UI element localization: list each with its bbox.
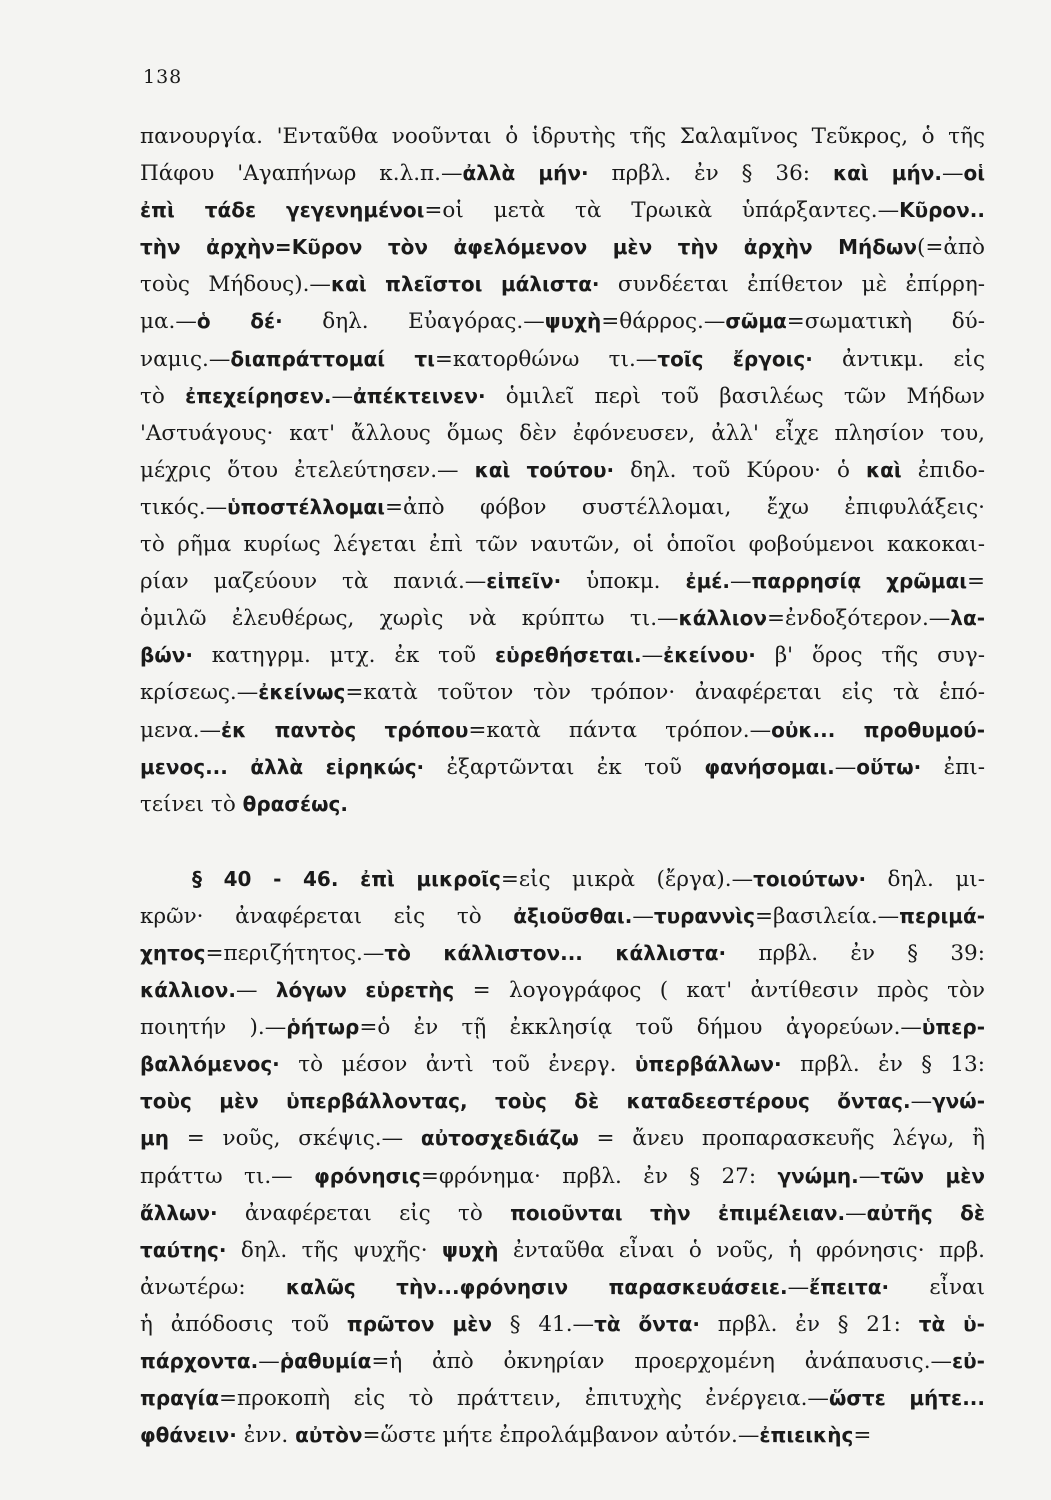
paragraph-2 [140, 861, 985, 1455]
bold-term: οὕτω· [856, 754, 922, 779]
bold-term: καὶ μήν. [832, 161, 942, 186]
text-run: πράττω τι.— [140, 1163, 315, 1189]
paragraph-1 [140, 118, 985, 823]
text-line [140, 303, 985, 340]
bold-term: γνώμη. [777, 1163, 859, 1188]
text-run: κατηγρμ. μτχ. ἐκ τοῦ [192, 643, 495, 669]
text-line [140, 229, 985, 266]
text-run: ἀνωτέρω: [140, 1274, 286, 1300]
text-line [140, 1009, 985, 1046]
bold-term: φανήσομαι. [704, 754, 835, 779]
bold-term: βαλλόμενος· [140, 1052, 280, 1077]
bold-term: τὰ ὄντα· [594, 1311, 700, 1336]
bold-term: ἀξιοῦσθαι. [513, 903, 633, 928]
bold-term: τοῖς ἔργοις· [657, 346, 813, 371]
text-run: =περιζήτητος.— [205, 940, 385, 966]
bold-term: εὐ- [952, 1349, 985, 1373]
text-run: =ὥστε μήτε ἐπρολάμβανον αὐτόν.— [362, 1423, 760, 1449]
text-run: τὸ μέσον ἀντὶ τοῦ ἐνεργ. [279, 1052, 635, 1078]
text-run: τοὺς Μήδους).— [140, 272, 331, 298]
bold-term: ἔπειτα· [809, 1274, 890, 1299]
text-run: Πάφου 'Αγαπήνωρ κ.λ.π.— [140, 161, 463, 187]
text-run: μα.— [140, 309, 197, 335]
bold-term: βών· [140, 643, 193, 668]
commentary-text [140, 118, 985, 1454]
text-line [140, 935, 985, 972]
text-run: πρβλ. ἐν § 21: [699, 1311, 919, 1337]
bold-term: ἐμέ. [685, 569, 731, 594]
bold-term: ὥστε μήτε... [828, 1386, 985, 1411]
bold-term: ῥήτωρ [286, 1015, 360, 1040]
text-run: β' ὅρος τῆς συγ- [755, 643, 985, 669]
text-line [140, 674, 985, 711]
bold-term: ἐπὶ τάδε γεγενημένοι [140, 198, 425, 223]
bold-term: ῥαθυμία [279, 1349, 372, 1373]
text-run: — [834, 754, 857, 780]
text-run: ρίαν μαζεύουν τὰ πανιά.— [140, 569, 487, 595]
text-run: πρβλ. ἐν § 36: [588, 161, 833, 187]
text-run: = [853, 1423, 872, 1449]
bold-term: αὐτῆς δὲ [866, 1200, 985, 1225]
bold-term: χητος [140, 940, 206, 965]
text-run: πανουργία. 'Ενταῦθα νοοῦνται ὁ ἱδρυτὴς τῆς Σαλαμῖνος Τεῦκρος, ὁ τῆς [140, 124, 985, 149]
bold-term: καὶ [865, 457, 902, 482]
bold-term: τοιούτων· [753, 866, 867, 891]
text-run: =εἰς μικρὰ (ἔργα).— [500, 866, 754, 892]
text-run: =θάρρος.— [601, 309, 726, 335]
bold-term: Κῦρον.. [899, 198, 985, 223]
bold-term: σῶμα [725, 309, 787, 334]
bold-term: ψυχὴ [544, 309, 602, 334]
text-run: κρῶν· ἀναφέρεται εἰς τὸ [140, 903, 514, 929]
text-line [140, 266, 985, 303]
text-line [140, 192, 985, 229]
page-number: 138 [143, 66, 183, 88]
text-line [140, 898, 985, 935]
text-line [140, 341, 985, 378]
text-run: — [787, 1274, 810, 1300]
text-run: ὁμιλῶ ἐλευθέρως, χωρὶς νὰ κρύπτω τι.— [140, 606, 679, 632]
paragraph-gap [140, 823, 985, 861]
text-run: συνδέεται ἐπίθετον μὲ ἐπίρρη- [599, 272, 985, 298]
bold-term: ἄλλων· [140, 1200, 218, 1225]
text-line [140, 1306, 985, 1343]
text-run: — [858, 1163, 881, 1189]
bold-term: παρρησίᾳ χρῶμαι [751, 569, 967, 594]
text-line [140, 1046, 985, 1083]
text-run: =ἐνδοξότερον.— [766, 606, 951, 632]
bold-term: ἐκ παντὸς τρόπου [221, 717, 469, 742]
text-run: ἀναφέρεται εἰς τὸ [217, 1200, 511, 1226]
bold-term: περιμά- [899, 903, 985, 928]
bold-term: μη [140, 1126, 169, 1151]
text-line [140, 155, 985, 192]
text-run: δηλ. τῆς ψυχῆς· [226, 1237, 442, 1263]
bold-term: κάλλιον. [140, 978, 237, 1003]
bold-term: φθάνειν· [140, 1423, 237, 1448]
text-run: ἐξαρτῶνται ἐκ τοῦ [424, 754, 705, 780]
text-line [140, 1417, 985, 1454]
text-run: μέχρις ὅτου ἐτελεύτησεν.— [140, 457, 475, 483]
bold-term: ἐκείνως [258, 680, 346, 705]
text-line [140, 1380, 985, 1417]
text-line [140, 786, 985, 823]
bold-term: ταύτης· [140, 1237, 227, 1262]
text-line [140, 972, 985, 1009]
text-run: — [845, 1200, 867, 1226]
text-run: =κατορθώνω τι.— [434, 346, 658, 372]
bold-term: τυραννὶς [653, 903, 756, 928]
text-run: ἡ ἀπόδοσις τοῦ [140, 1311, 347, 1337]
bold-term: γνώ- [932, 1089, 985, 1114]
bold-term: εἰπεῖν· [486, 569, 562, 594]
text-run: ἐνν. [236, 1423, 296, 1449]
bold-term: ὑπερ- [921, 1015, 985, 1040]
text-run: τικός.— [140, 494, 228, 520]
text-run: — [632, 903, 654, 929]
bold-term: καὶ τούτου· [474, 457, 615, 482]
text-line [140, 1083, 985, 1120]
bold-term: ὑπερβάλλων· [634, 1052, 782, 1077]
text-line [140, 637, 985, 674]
bold-term: λα- [950, 606, 985, 631]
text-run: (=ἀπὸ [917, 235, 985, 261]
text-run: =οἱ μετὰ τὰ Τρωικὰ ὑπάρξαντες.— [424, 198, 900, 224]
text-run: ἐνταῦθα εἶναι ὁ νοῦς, ἡ φρόνησις· πρβ. [498, 1237, 985, 1263]
bold-term: ἐκείνου· [663, 643, 756, 668]
text-run: — [641, 643, 664, 669]
bold-term: μενος... ἀλλὰ εἰρηκώς· [140, 754, 425, 779]
bold-term: ὑποστέλλομαι [227, 494, 385, 519]
bold-term: τὰ ὑ- [918, 1311, 985, 1336]
text-run: =ὁ ἐν τῇ ἐκκλησίᾳ τοῦ δήμου ἀγορεύων.— [359, 1015, 922, 1041]
text-line [140, 712, 985, 749]
bold-term: § 40 - 46. [192, 866, 361, 891]
text-line [140, 861, 985, 898]
text-run: — [236, 978, 276, 1004]
text-line [140, 1232, 985, 1269]
bold-term: αὐτοσχεδιάζω [420, 1126, 579, 1151]
bold-term: κάλλιον [678, 606, 767, 631]
text-run: = [967, 569, 985, 595]
text-run: ἐπι- [921, 754, 985, 780]
text-run: κρίσεως.— [140, 680, 259, 706]
text-run: ὁμιλεῖ περὶ τοῦ βασιλέως τῶν Μήδων [485, 383, 985, 409]
bold-term: τοὺς μὲν ὑπερβάλλοντας, τοὺς δὲ καταδεεστέρους ὄντας. [140, 1089, 911, 1114]
bold-term: εὑρεθήσεται. [494, 643, 642, 668]
bold-term: καὶ πλεῖστοι μάλιστα· [330, 272, 600, 297]
text-run: = νοῦς, σκέψις.— [168, 1126, 421, 1152]
text-run: — [331, 383, 353, 409]
text-run: § 41.— [491, 1311, 595, 1337]
text-line [140, 749, 985, 786]
bold-term: ὁ δέ· [196, 309, 283, 334]
text-run: τὸ [140, 383, 186, 409]
text-run: =κατὰ τοῦτον τὸν τρόπον· ἀναφέρεται εἰς τὰ ἑπό- [345, 680, 985, 706]
text-line [140, 1343, 985, 1380]
text-run: δηλ. μι- [866, 866, 985, 892]
text-run: = ἄνευ προπαρασκευῆς λέγω, ἢ [578, 1126, 985, 1152]
text-run: δηλ. Εὐαγόρας.— [282, 309, 545, 335]
text-line [140, 526, 985, 563]
bold-term: καλῶς τὴν...φρόνησιν παρασκευάσειε. [285, 1274, 788, 1299]
bold-term: οὐκ... προθυμού- [771, 717, 985, 742]
text-run: =ἀπὸ φόβον συστέλλομαι, ἔχω ἐπιφυλάξεις· [384, 494, 985, 520]
text-run: = λογογράφος ( κατ' ἀντίθεσιν πρὸς τὸν [454, 978, 985, 1004]
bold-term: πρῶτον μὲν [346, 1311, 492, 1336]
text-line [140, 452, 985, 489]
text-run: — [730, 569, 752, 595]
bold-term: ψυχὴ [441, 1237, 499, 1262]
text-run: =βασιλεία.— [755, 903, 900, 929]
text-run: εἶναι [889, 1274, 985, 1300]
bold-term: ποιοῦνται τὴν ἐπιμέλειαν. [510, 1200, 846, 1225]
text-run: =προκοπὴ εἰς τὸ πράττειν, ἐπιτυχὴς ἐνέργεια.— [219, 1386, 829, 1412]
text-run: πρβλ. ἐν § 39: [726, 940, 985, 966]
text-run: ἀντικμ. εἰς [812, 346, 985, 372]
bold-term: τὸ κάλλιστον... κάλλιστα· [384, 940, 727, 965]
bold-term: πραγία [140, 1386, 220, 1411]
text-run: =φρόνημα· πρβλ. ἐν § 27: [420, 1163, 778, 1189]
text-run: — [910, 1089, 933, 1115]
bold-term: αὐτὸν [295, 1423, 363, 1448]
text-run: =ἡ ἀπὸ ὀκνηρίαν προερχομένη ἀνάπαυσις.— [371, 1349, 953, 1374]
text-line [140, 1269, 985, 1306]
bold-term: οἱ [963, 161, 985, 186]
bold-term: ἀλλὰ μήν· [462, 161, 589, 186]
text-line [140, 378, 985, 415]
text-run: τείνει τὸ [140, 791, 243, 817]
text-run: ποιητήν ).— [140, 1015, 287, 1041]
bold-term: ἐπὶ μικροῖς [360, 866, 501, 891]
text-line [140, 563, 985, 600]
bold-term: λόγων εὑρετὴς [275, 978, 455, 1003]
text-run: =κατὰ πάντα τρόπον.— [468, 717, 772, 743]
text-line [140, 1158, 985, 1195]
text-run: ἐπιδο- [901, 457, 985, 483]
text-run: τὸ ρῆμα κυρίως λέγεται ἐπὶ τῶν ναυτῶν, οἱ ὁποῖοι φοβούμενοι κακοκαι- [140, 532, 985, 558]
text-line [140, 489, 985, 526]
text-line [140, 600, 985, 637]
bold-term: θρασέως. [242, 791, 348, 816]
text-run: 'Αστυάγους· κατ' ἄλλους ὅμως δὲν ἐφόνευσεν, ἀλλ' εἶχε πλησίον του, [140, 420, 985, 446]
text-run: — [941, 161, 964, 187]
bold-term: τὴν ἀρχὴν=Κῦρον τὸν ἀφελόμενον μὲν τὴν ἀρχὴν Μήδων [140, 235, 917, 260]
text-line [140, 415, 985, 452]
bold-term: διαπράττομαί τι [230, 346, 435, 371]
bold-term: ἐπιεικὴς [759, 1423, 854, 1448]
bold-term: ἐπεχείρησεν. [185, 383, 332, 408]
bold-term: πάρχοντα. [140, 1349, 259, 1373]
text-line [140, 1195, 985, 1232]
bold-term: φρόνησις [314, 1163, 421, 1188]
text-run: =σωματικὴ δύ- [786, 309, 985, 335]
text-run: ὑποκμ. [561, 569, 686, 595]
text-line [140, 118, 985, 155]
text-line [140, 1120, 985, 1157]
text-run: πρβλ. ἐν § 13: [781, 1052, 985, 1078]
text-run: μενα.— [140, 717, 222, 743]
text-run: δηλ. τοῦ Κύρου· ὁ [614, 457, 866, 483]
text-run: — [258, 1349, 280, 1374]
bold-term: ἀπέκτεινεν· [352, 383, 486, 408]
text-run: ναμις.— [140, 346, 231, 372]
bold-term: τῶν μὲν [880, 1163, 985, 1188]
